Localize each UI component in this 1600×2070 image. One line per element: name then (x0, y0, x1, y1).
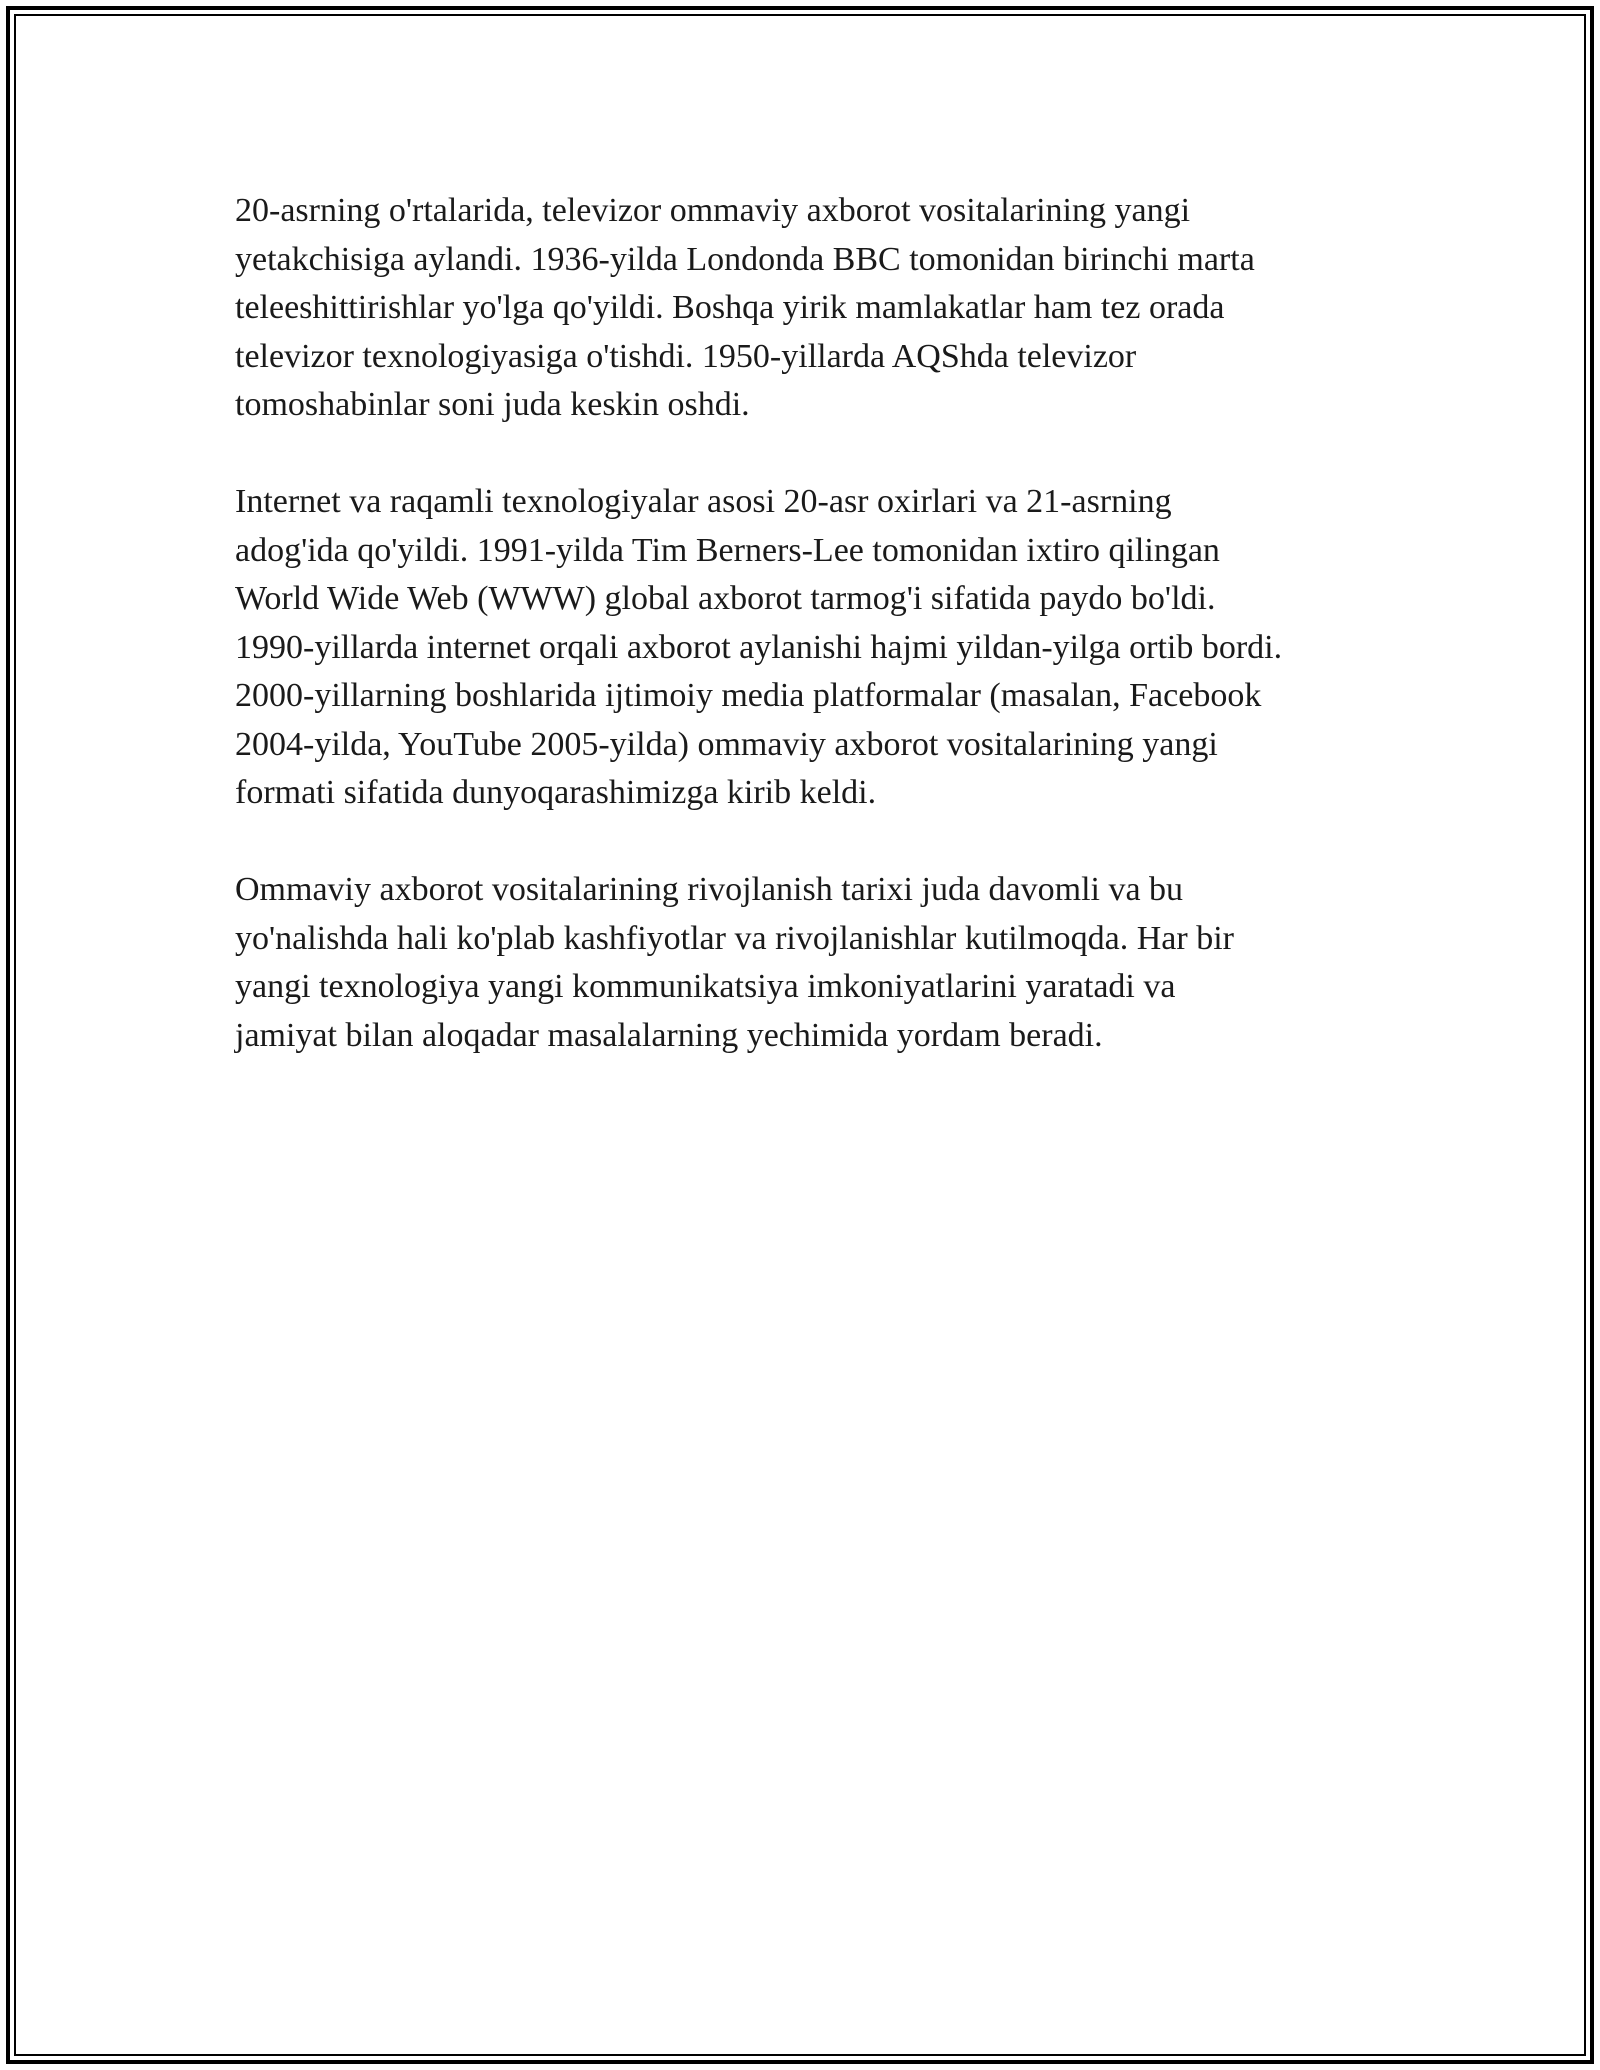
text-line: adog'ida qo'yildi. 1991-yilda Tim Berners-Lee tomonidan ixtiro qilingan (235, 531, 1220, 569)
text-line: teleeshittirishlar yo'lga qo'yildi. Boshqa yirik mamlakatlar ham tez orada (235, 289, 1225, 326)
text-line: 20-asrning o'rtalarida, televizor ommaviy axborot vositalarining yangi (235, 192, 1191, 229)
text-line: Internet va raqamli texnologiyalar asosi 20-asr oxirlari va 21-asrning (235, 483, 1172, 520)
text-line: jamiyat bilan aloqadar masalalarning yechimida yordam beradi. (235, 1016, 1103, 1054)
text-line: 1990-yillarda internet orqali axborot aylanishi hajmi yildan-yilga ortib bordi. (235, 628, 1283, 666)
text-line: Ommaviy axborot vositalarining rivojlanish tarixi juda davomli va bu (235, 871, 1184, 908)
text-line: 2000-yillarning boshlarida ijtimoiy media platformalar (masalan, Facebook (235, 677, 1262, 714)
paragraph-television (235, 187, 1395, 430)
text-line: 2004-yilda, YouTube 2005-yilda) ommaviy axborot vositalarining yangi (235, 725, 1218, 763)
text-line: televizor texnologiyasiga o'tishdi. 1950-yillarda AQShda televizor (235, 337, 1137, 375)
text-line: tomoshabinlar soni juda keskin oshdi. (235, 386, 750, 423)
paragraph-internet (235, 478, 1395, 818)
paragraph-conclusion (235, 866, 1395, 1060)
text-line: yetakchisiga aylandi. 1936-yilda Londonda BBC tomonidan birinchi marta (235, 240, 1255, 278)
text-line: formati sifatida dunyoqarashimizga kirib keldi. (235, 774, 877, 811)
text-line: yangi texnologiya yangi kommunikatsiya imkoniyatlarini yaratadi va (235, 968, 1176, 1005)
document-body (235, 187, 1395, 1109)
text-line: World Wide Web (WWW) global axborot tarmog'i sifatida paydo bo'ldi. (235, 580, 1216, 617)
text-line: yo'nalishda hali ko'plab kashfiyotlar va rivojlanishlar kutilmoqda. Har bir (235, 919, 1234, 957)
